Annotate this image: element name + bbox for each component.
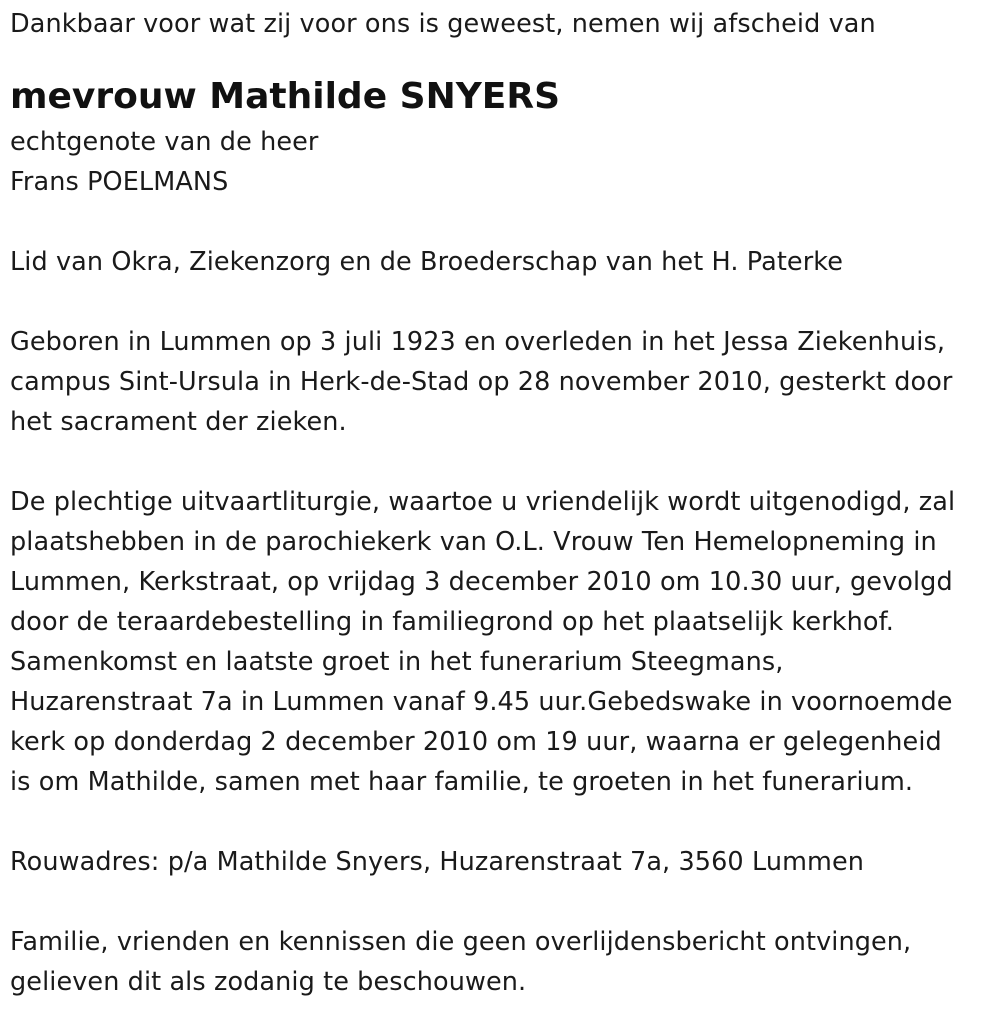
paragraph-line: plaatshebben in de parochiekerk van O.L. Vrouw Ten Hemelopneming in — [10, 527, 937, 557]
spouse-block — [10, 122, 995, 202]
paragraph-line: Huzarenstraat 7a in Lummen vanaf 9.45 uur.Gebedswake in voornoemde — [10, 687, 953, 717]
mourning-address: Rouwadres: p/a Mathilde Snyers, Huzarenstraat 7a, 3560 Lummen — [10, 847, 865, 877]
paragraph-line: Lummen, Kerkstraat, op vrijdag 3 december 2010 om 10.30 uur, gevolgd — [10, 567, 953, 597]
membership-text: Lid van Okra, Ziekenzorg en de Broederschap van het H. Paterke — [10, 247, 844, 277]
deceased-name: mevrouw Mathilde SNYERS — [10, 76, 561, 117]
spouse-line: Frans POELMANS — [10, 167, 229, 197]
paragraph-line: campus Sint-Ursula in Herk-de-Stad op 28 november 2010, gesterkt door — [10, 367, 953, 397]
spouse-line: echtgenote van de heer — [10, 127, 319, 157]
paragraph-line: Geboren in Lummen op 3 juli 1923 en overleden in het Jessa Ziekenhuis, — [10, 327, 946, 357]
paragraph-line: De plechtige uitvaartliturgie, waartoe u vriendelijk wordt uitgenodigd, zal — [10, 487, 956, 517]
birth-death-paragraph — [10, 322, 995, 442]
paragraph-line: het sacrament der zieken. — [10, 407, 347, 437]
paragraph-line: door de teraardebestelling in familiegrond op het plaatselijk kerkhof. — [10, 607, 895, 637]
intro-text: Dankbaar voor wat zij voor ons is geweest, nemen wij afscheid van — [10, 9, 876, 39]
death-notice — [10, 0, 995, 1002]
paragraph-line: Samenkomst en laatste groet in het funerarium Steegmans, — [10, 647, 784, 677]
paragraph-line: kerk op donderdag 2 december 2010 om 19 uur, waarna er gelegenheid — [10, 727, 942, 757]
paragraph-line: is om Mathilde, samen met haar familie, te groeten in het funerarium. — [10, 767, 914, 797]
closing-paragraph — [10, 922, 995, 1002]
paragraph-line: gelieven dit als zodanig te beschouwen. — [10, 967, 527, 997]
funeral-paragraph — [10, 482, 995, 802]
paragraph-line: Familie, vrienden en kennissen die geen overlijdensbericht ontvingen, — [10, 927, 912, 957]
